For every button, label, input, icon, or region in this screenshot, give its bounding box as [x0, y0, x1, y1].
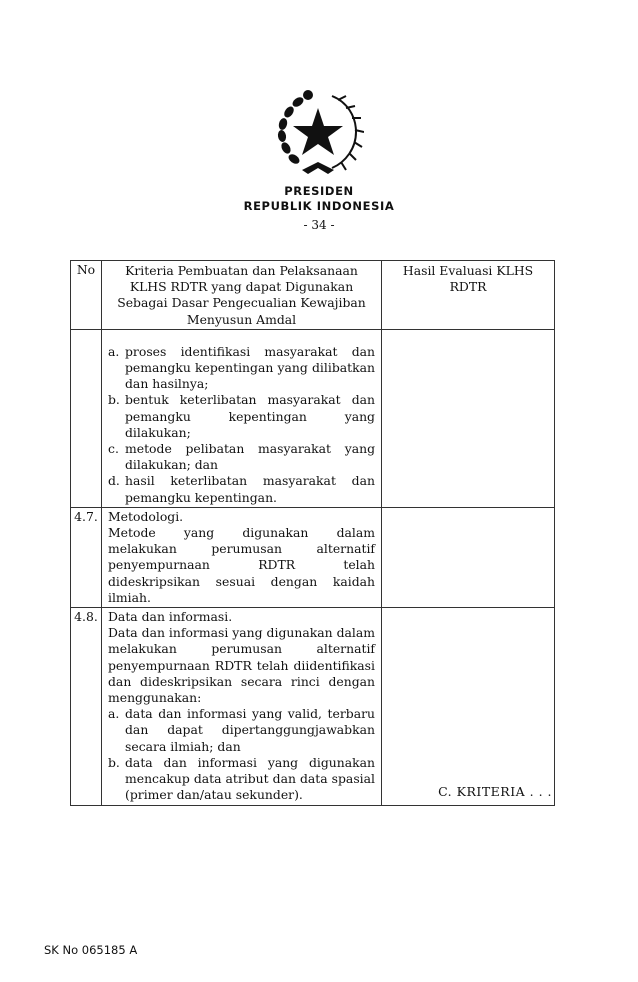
- document-code: SK No 065185 A: [44, 943, 138, 957]
- presidential-emblem-icon: [272, 86, 364, 178]
- row-criteria: [102, 329, 382, 507]
- header-presiden: PRESIDEN: [284, 184, 354, 198]
- row-description: Metode yang digunakan dalam melakukan perumusan alternatif penyempurnaan RDTR telah dideskripsikan sesuai dengan kaidah ilmiah.: [108, 525, 375, 605]
- row-criteria: [102, 507, 382, 607]
- list-item: a. data dan informasi yang valid, terbaru dan dapat dipertanggungjawabkan secara ilmiah; dan: [108, 706, 375, 754]
- row-result: [382, 507, 555, 607]
- list-item: a. proses identifikasi masyarakat dan pemangku kepentingan yang dilibatkan dan hasilnya;: [108, 343, 375, 392]
- participation-list: [108, 344, 375, 506]
- row-title: Metodologi.: [108, 508, 184, 524]
- row-criteria: [102, 608, 382, 805]
- page-number: - 34 -: [303, 218, 335, 232]
- list-item: d. hasil keterlibatan masyarakat dan pemangku kepentingan.: [108, 473, 375, 505]
- row-no: 4.7.: [71, 507, 102, 607]
- criteria-table: [70, 260, 555, 806]
- row-result: [382, 608, 555, 805]
- data-requirements-list: [108, 706, 375, 803]
- table-header-row: [71, 261, 555, 330]
- header-criteria: Kriteria Pembuatan dan Pelaksanaan KLHS RDTR yang dapat Digunakan Sebagai Dasar Pengecualian Kewajiban Menyusun Amdal: [102, 261, 382, 330]
- row-no: 4.8.: [71, 608, 102, 805]
- next-page-catchword: C. KRITERIA . . .: [438, 784, 552, 799]
- table-row: [71, 329, 555, 507]
- list-item: b. data dan informasi yang digunakan mencakup data atribut dan data spasial (primer dan/atau sekunder).: [108, 754, 375, 803]
- header-result: Hasil Evaluasi KLHS RDTR: [382, 261, 555, 330]
- row-no: [71, 329, 102, 507]
- header-no: No: [71, 261, 102, 330]
- list-item: b. bentuk keterlibatan masyarakat dan pemangku kepentingan yang dilakukan;: [108, 392, 375, 440]
- row-title: Data dan informasi.: [108, 609, 233, 625]
- table-row: [71, 507, 555, 607]
- row-description: Data dan informasi yang digunakan dalam melakukan perumusan alternatif penyempurnaan RDTR telah diidentifikasi dan dideskripsikan secara rinci dengan menggunakan:: [108, 625, 375, 706]
- table-row: [71, 608, 555, 805]
- row-result: [382, 329, 555, 507]
- list-item: c. metode pelibatan masyarakat yang dilakukan; dan: [108, 441, 375, 473]
- header-republik-indonesia: REPUBLIK INDONESIA: [243, 199, 395, 213]
